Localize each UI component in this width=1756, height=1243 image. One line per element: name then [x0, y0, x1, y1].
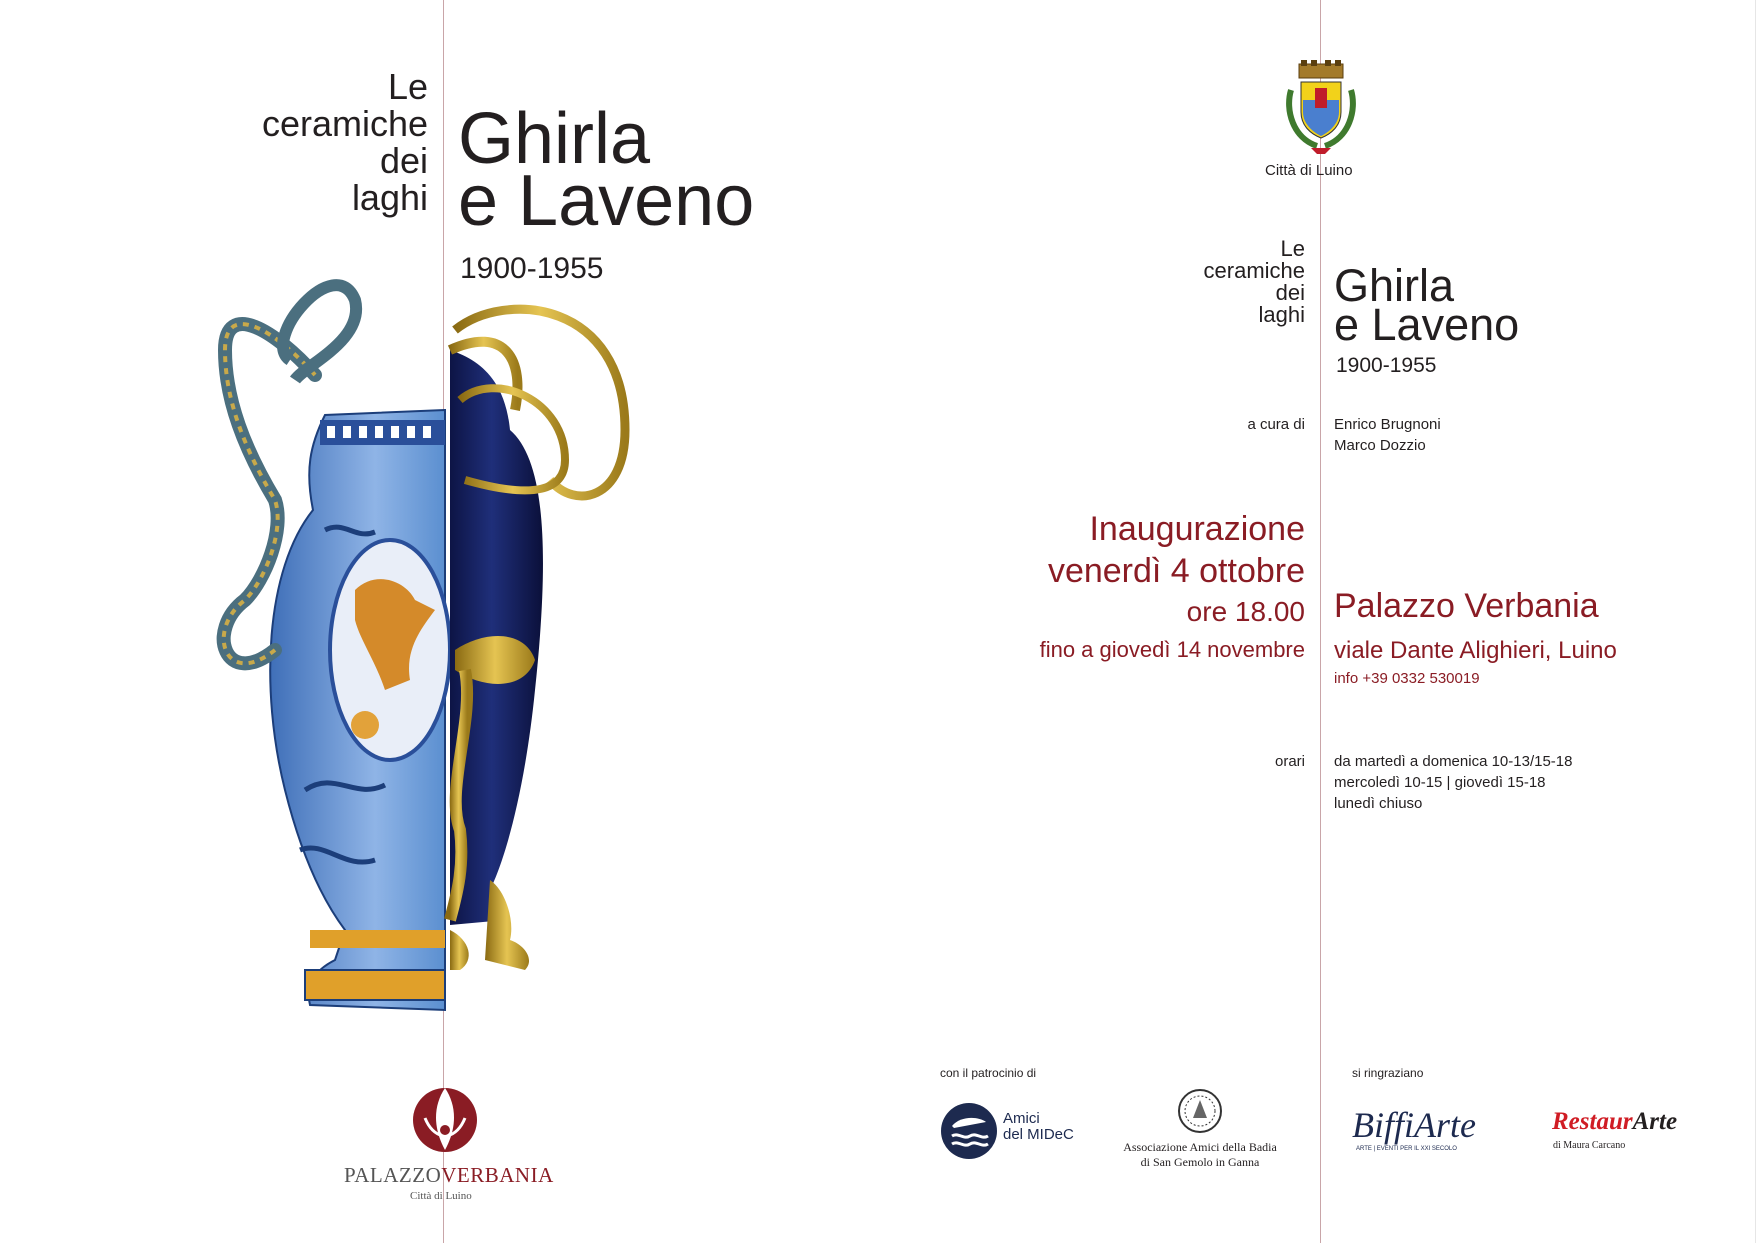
hours-line: mercoledì 10-15 | giovedì 15-18: [1334, 774, 1546, 791]
left-title-line: Ghirla: [458, 99, 651, 179]
midec-logo-icon: [940, 1102, 998, 1160]
left-title-line: e Laveno: [458, 161, 755, 241]
curators-list: [1334, 414, 1441, 456]
hours-label: orari: [1274, 753, 1305, 770]
curators-label: a cura di: [1247, 416, 1305, 433]
left-subtitle-line: Le: [387, 66, 428, 107]
venue-address: viale Dante Alighieri, Luino: [1334, 637, 1617, 664]
right-subtitle-line: dei: [1275, 280, 1305, 305]
left-years: 1900-1955: [460, 252, 604, 285]
logo-name-accent: VERBANIA: [441, 1163, 554, 1187]
crest-caption: Città di Luino: [1265, 162, 1353, 179]
midec-line: Amici: [1003, 1110, 1040, 1127]
cobalt-half: [450, 309, 625, 970]
left-subtitle: [262, 68, 428, 216]
right-subtitle-line: laghi: [1258, 302, 1305, 327]
hours-line: lunedì chiuso: [1334, 795, 1423, 812]
right-title-line: e Laveno: [1334, 299, 1520, 350]
right-title: [1334, 260, 1520, 350]
opening-time: ore 18.00: [1186, 596, 1305, 627]
restaur-sub: di Maura Carcano: [1553, 1140, 1626, 1151]
badia-logo-text: [1110, 1140, 1290, 1170]
inauguration-line: venerdì 4 ottobre: [1047, 552, 1305, 590]
hours-list: [1334, 751, 1572, 814]
inauguration-line: Inaugurazione: [1089, 510, 1305, 548]
closing-date: fino a giovedì 14 novembre: [1039, 637, 1305, 662]
right-subtitle-line: ceramiche: [1203, 258, 1305, 283]
biffi-arte-logo: [1352, 1104, 1476, 1146]
logo-name: PALAZZO: [344, 1163, 442, 1187]
right-subtitle: [1204, 238, 1305, 326]
right-divider-line: [1320, 0, 1321, 1243]
vase-illustration: [205, 270, 675, 1045]
restaur-black: Arte: [1632, 1108, 1678, 1135]
badia-line: di San Gemolo in Ganna: [1140, 1155, 1260, 1169]
biffi-sub: ARTE | EVENTI PER IL XXI SECOLO: [1356, 1146, 1457, 1152]
logo-city: Città di Luino: [410, 1190, 472, 1202]
patronage-label: con il patrocinio di: [940, 1066, 1037, 1080]
midec-line: del MIDeC: [1003, 1126, 1074, 1143]
left-title: [458, 99, 755, 241]
curator-name: Marco Dozzio: [1334, 437, 1426, 454]
thanks-label: si ringraziano: [1352, 1066, 1424, 1080]
hours-line: da martedì a domenica 10-13/15-18: [1334, 753, 1573, 770]
right-title-line: Ghirla: [1334, 260, 1455, 311]
curator-name: Enrico Brugnoni: [1334, 416, 1441, 433]
restaur-arte-logo: [1552, 1108, 1677, 1136]
right-years: 1900-1955: [1336, 354, 1437, 377]
restaur-red: Restaur: [1552, 1108, 1633, 1135]
palazzo-verbania-logo: [344, 1163, 554, 1188]
left-subtitle-line: dei: [379, 140, 428, 181]
badia-seal-icon: [1177, 1088, 1223, 1134]
venue-name: Palazzo Verbania: [1334, 587, 1599, 625]
venue-info: info +39 0332 530019: [1334, 670, 1480, 687]
inauguration-heading: [1048, 508, 1305, 592]
biffi-name: BiffiArte: [1352, 1105, 1476, 1145]
left-subtitle-line: ceramiche: [261, 103, 428, 144]
luino-crest-icon: [1281, 60, 1361, 160]
palazzo-verbania-logo-icon: [405, 1078, 485, 1158]
midec-logo-text: [1003, 1111, 1074, 1143]
left-subtitle-line: laghi: [351, 177, 428, 218]
majolica-half: [224, 285, 450, 1010]
right-subtitle-line: Le: [1280, 236, 1305, 261]
badia-line: Associazione Amici della Badia: [1123, 1140, 1277, 1154]
